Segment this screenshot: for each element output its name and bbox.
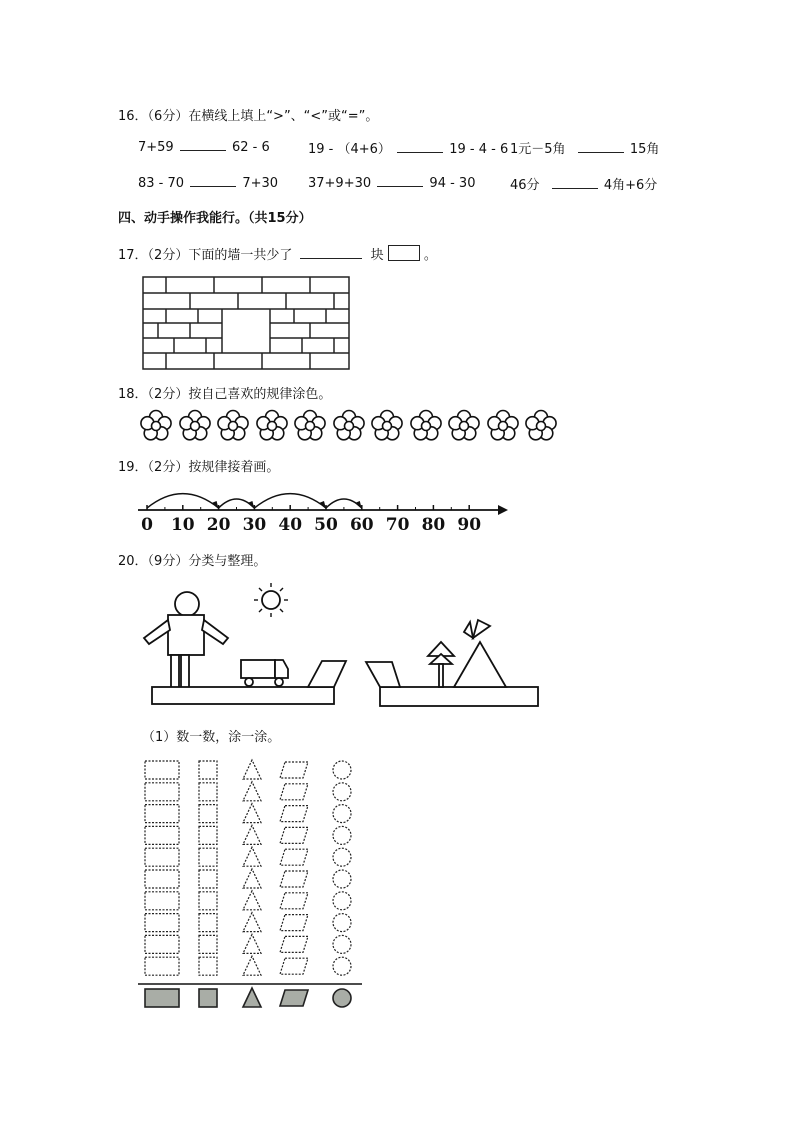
tally-cell[interactable] xyxy=(199,848,217,866)
tally-cell[interactable] xyxy=(243,869,261,888)
q16-row1-item2 xyxy=(308,138,508,157)
answer-blank[interactable] xyxy=(552,176,598,189)
tally-cell[interactable] xyxy=(280,849,308,865)
q19-title: 19．（2分）按规律接着画。 xyxy=(118,460,280,475)
tally-cell[interactable] xyxy=(243,804,261,823)
answer-blank[interactable] xyxy=(300,246,362,259)
tally-cell[interactable] xyxy=(199,870,217,888)
tally-chart xyxy=(136,758,364,1010)
tally-cell[interactable] xyxy=(145,848,179,866)
tally-cell[interactable] xyxy=(199,783,217,801)
tick-label: 60 xyxy=(349,515,374,535)
tally-cell[interactable] xyxy=(145,805,179,823)
tally-cell[interactable] xyxy=(199,957,217,975)
arrow-head xyxy=(498,505,508,515)
tally-cell[interactable] xyxy=(280,958,308,974)
tally-cell[interactable] xyxy=(145,783,179,801)
expr-right: 94 - 30 xyxy=(429,176,476,191)
tally-cell[interactable] xyxy=(145,761,179,779)
tally-cell[interactable] xyxy=(145,935,179,953)
tally-cell[interactable] xyxy=(199,892,217,910)
tally-cell[interactable] xyxy=(243,956,261,975)
expr-right: 62 - 6 xyxy=(232,140,270,155)
tally-cell[interactable] xyxy=(333,848,351,866)
jump-arrowhead xyxy=(319,501,326,509)
expr-left: 7+59 xyxy=(138,140,174,155)
tally-cell[interactable] xyxy=(280,827,308,843)
q16-row1-item3 xyxy=(510,138,659,157)
expr-left: 83 - 70 xyxy=(138,176,185,191)
tally-cell[interactable] xyxy=(145,892,179,910)
answer-blank[interactable] xyxy=(190,174,236,187)
flower-icon[interactable] xyxy=(294,410,326,442)
answer-blank[interactable] xyxy=(180,138,226,151)
flower-icon[interactable] xyxy=(448,410,480,442)
rectangle-legend-icon xyxy=(145,989,179,1007)
section-title: 四、动手操作我能行。（共15分） xyxy=(118,211,312,226)
expr-right: 19 - 4 - 6 xyxy=(449,142,509,157)
number-line xyxy=(130,484,520,536)
answer-blank[interactable] xyxy=(578,140,624,153)
tally-cell[interactable] xyxy=(333,914,351,932)
expr-right: 15角 xyxy=(629,142,660,157)
expr-left: 46分 xyxy=(510,178,540,193)
q16-row1-item1 xyxy=(138,138,270,155)
q16-row2-item2 xyxy=(308,174,475,191)
q17-end: 。 xyxy=(423,248,437,263)
q17-suffix: 块 xyxy=(370,248,384,263)
tick-label: 50 xyxy=(314,515,338,535)
flower-icon[interactable] xyxy=(217,410,249,442)
tally-cell[interactable] xyxy=(243,760,261,779)
tally-cell[interactable] xyxy=(199,805,217,823)
tick-label: 10 xyxy=(170,515,195,535)
q18-title: 18．（2分）按自己喜欢的规律涂色。 xyxy=(118,387,332,402)
q20-title: 20．（9分）分类与整理。 xyxy=(118,554,267,569)
q16-row2-item1 xyxy=(138,174,278,191)
tally-cell[interactable] xyxy=(280,936,308,952)
flower-icon[interactable] xyxy=(140,410,172,442)
tick-label: 40 xyxy=(278,515,303,535)
tally-cell[interactable] xyxy=(243,913,261,932)
tally-cell[interactable] xyxy=(199,761,217,779)
flower-icon[interactable] xyxy=(410,410,442,442)
tally-cell[interactable] xyxy=(145,870,179,888)
tally-cell[interactable] xyxy=(333,826,351,844)
answer-blank[interactable] xyxy=(397,140,443,153)
tally-cell[interactable] xyxy=(333,761,351,779)
tally-cell[interactable] xyxy=(333,870,351,888)
tally-cell[interactable] xyxy=(280,762,308,778)
tick-label: 20 xyxy=(206,515,231,535)
tally-cell[interactable] xyxy=(243,847,261,866)
flower-icon[interactable] xyxy=(371,410,403,442)
brick-wall xyxy=(142,276,350,370)
triangle-legend-icon xyxy=(243,988,261,1007)
tally-cell[interactable] xyxy=(243,782,261,801)
jump-arrowhead xyxy=(212,501,219,509)
tally-cell[interactable] xyxy=(280,893,308,909)
expr-right: 4角+6分 xyxy=(603,178,658,193)
q17-title xyxy=(118,244,437,263)
square-legend-icon xyxy=(199,989,217,1007)
expr-left: 1元－5角 xyxy=(510,142,566,157)
circle-legend-icon xyxy=(333,989,351,1007)
flower-icon[interactable] xyxy=(487,410,519,442)
flower-icon[interactable] xyxy=(525,410,557,442)
tally-cell[interactable] xyxy=(280,871,308,887)
tick-label: 70 xyxy=(385,515,410,535)
tally-cell[interactable] xyxy=(145,826,179,844)
q17-prefix: 17．（2分）下面的墙一共少了 xyxy=(118,248,293,263)
flower-icon[interactable] xyxy=(333,410,365,442)
tally-cell[interactable] xyxy=(243,934,261,953)
tally-cell[interactable] xyxy=(243,891,261,910)
tally-cell[interactable] xyxy=(243,825,261,844)
expr-right: 7+30 xyxy=(242,176,279,191)
tally-cell[interactable] xyxy=(199,914,217,932)
tally-cell[interactable] xyxy=(333,892,351,910)
q16-title: 16．（6分）在横线上填上“>”、“<”或“=”。 xyxy=(118,109,379,124)
tally-cell[interactable] xyxy=(333,805,351,823)
tally-cell[interactable] xyxy=(145,957,179,975)
flower-icon[interactable] xyxy=(256,410,288,442)
parallelogram-legend-icon xyxy=(280,990,308,1006)
q20-sub1: （1）数一数，涂一涂。 xyxy=(142,730,281,745)
tally-cell[interactable] xyxy=(333,783,351,801)
tally-cell[interactable] xyxy=(333,935,351,953)
tally-cell[interactable] xyxy=(333,957,351,975)
tick-label: 80 xyxy=(421,515,446,535)
tally-cell[interactable] xyxy=(199,935,217,953)
tick-label: 0 xyxy=(141,515,153,535)
answer-blank[interactable] xyxy=(377,174,423,187)
flower-row xyxy=(140,410,560,444)
tally-cell[interactable] xyxy=(145,914,179,932)
tally-cell[interactable] xyxy=(280,806,308,822)
tally-cell[interactable] xyxy=(199,826,217,844)
q16-row2-item3 xyxy=(510,174,657,193)
tick-label: 30 xyxy=(242,515,267,535)
expr-left: 37+9+30 xyxy=(308,176,372,191)
expr-left: 19 - （4+6） xyxy=(308,142,391,157)
brick-icon xyxy=(388,245,420,261)
tally-cell[interactable] xyxy=(280,915,308,931)
flower-icon[interactable] xyxy=(179,410,211,442)
shape-picture xyxy=(140,580,542,710)
tick-label: 90 xyxy=(457,515,482,535)
tally-cell[interactable] xyxy=(280,784,308,800)
